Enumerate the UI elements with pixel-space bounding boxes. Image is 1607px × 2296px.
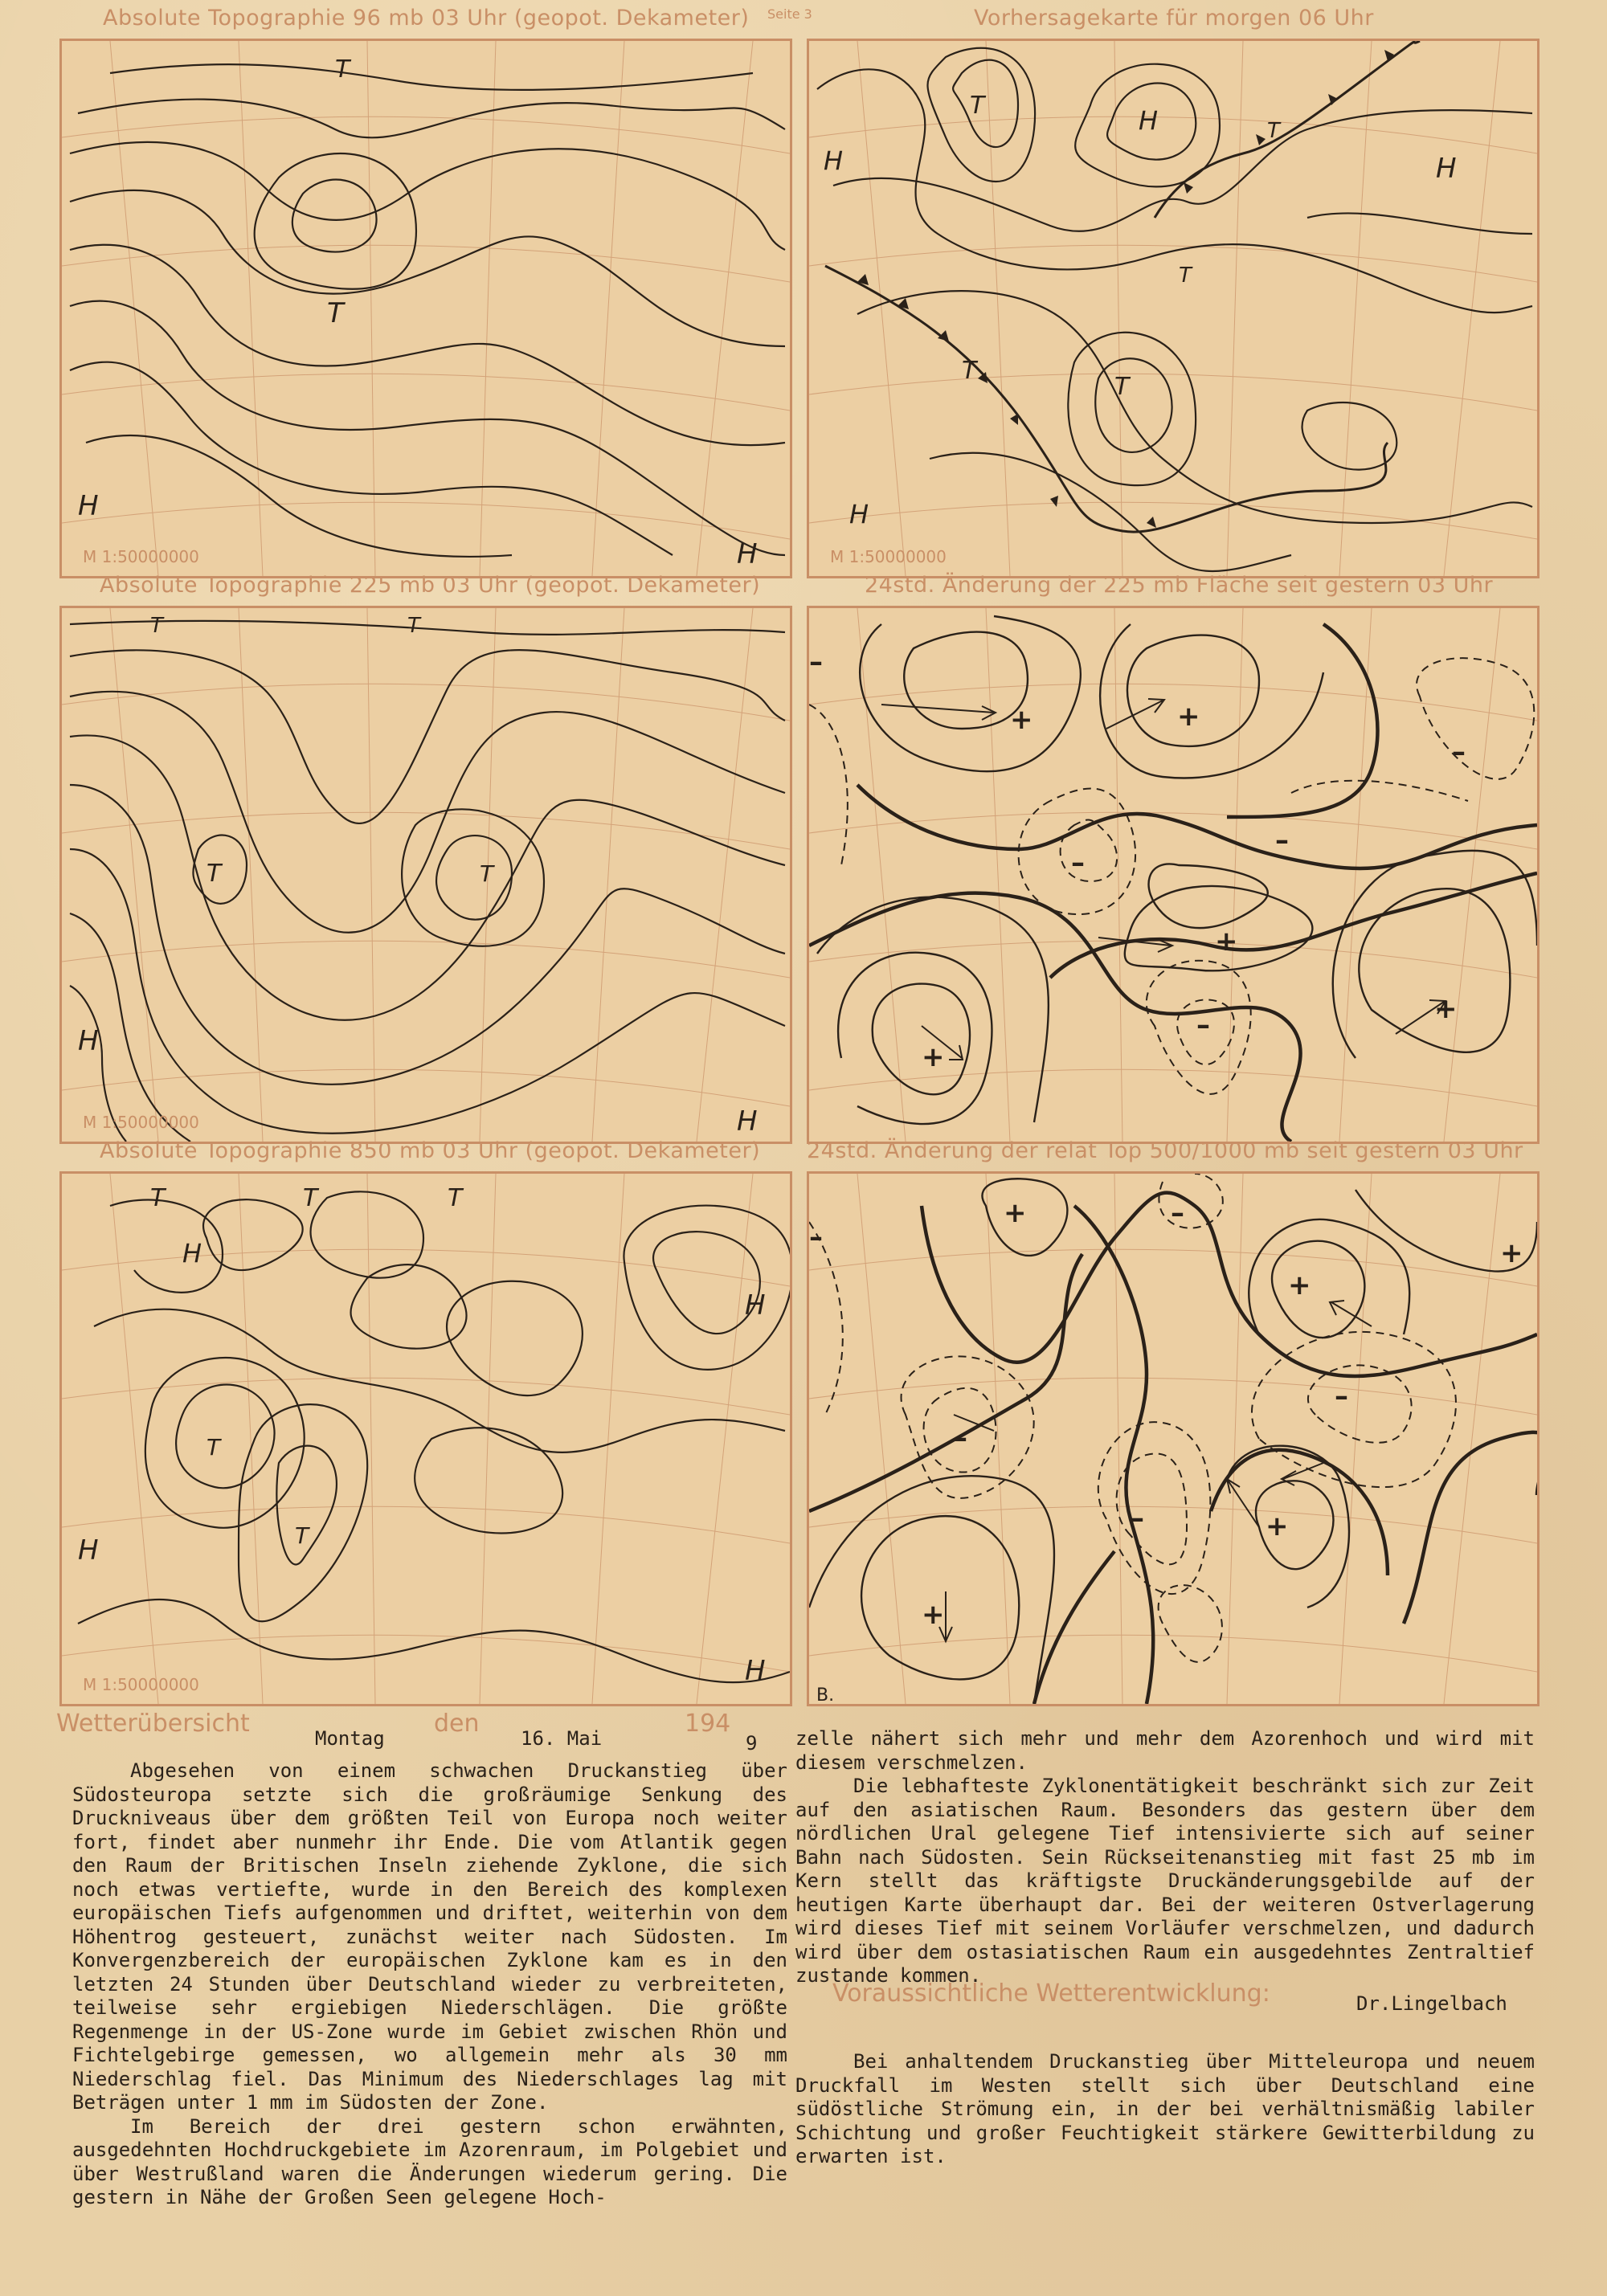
svg-text:T: T bbox=[206, 860, 222, 888]
svg-text:T: T bbox=[150, 614, 163, 638]
map-title-225mb-change: 24std. Änderung der 225 mb Fläche seit gestern 03 Uhr bbox=[865, 573, 1494, 598]
isobars bbox=[809, 41, 1537, 576]
left-column bbox=[72, 1759, 787, 2210]
corner-letter: B. bbox=[816, 1685, 835, 1706]
map-title-225mb: Absolute Topographie 225 mb 03 Uhr (geopot. Dekameter) bbox=[100, 573, 761, 598]
paragraph: Abgesehen von einem schwachen Druckanstieg über Südosteuropa setzte sich die großräumige Senkung des Druckniveaus über dem größten Teil von Europa noch weiter fort, findet aber nunmehr ihr Ende. Die vom Atlantik gegen den Raum der Britischen Inseln ziehende Zyklone, die sich noch etwas vertiefte, wurde in den Bereich des komplexen europäischen Tiefs aufgenommen und driftet, weiterhin von dem Höhentrog gesteuert, zunächst weiter nach Südosten. Im Konvergenzbereich der europäischen Zyklone kam es in den letzten 24 Stunden über Deutschland wieder zu verbreiteten, teilweise sehr ergiebigen Niederschlägen. Die größte Regenmenge in der US-Zone wurde im Gebiet zwischen Rhön und Fichtelgebirge gemessen, wo allgemein mehr als 30 mm Niederschlag fiel. Das Minimum des Niederschlages lag mit Beträgen unter 1 mm im Südosten der Zone. bbox=[72, 1759, 787, 2114]
report-date: 16. Mai bbox=[521, 1727, 603, 1750]
svg-text:T: T bbox=[150, 1184, 166, 1212]
svg-text:–: – bbox=[1196, 1009, 1210, 1041]
weekday: Montag bbox=[315, 1727, 385, 1750]
change-isolines bbox=[809, 1174, 1537, 1704]
section-label: Wetterübersicht bbox=[56, 1710, 250, 1738]
change-isolines bbox=[809, 608, 1537, 1142]
svg-text:+: + bbox=[1434, 993, 1458, 1025]
svg-text:–: – bbox=[1452, 736, 1466, 768]
svg-text:H: H bbox=[737, 538, 758, 570]
map-title-relative-topography-change: 24std. Änderung der relat Top 500/1000 mb seit gestern 03 Uhr bbox=[807, 1138, 1523, 1163]
svg-text:H: H bbox=[1436, 153, 1457, 185]
year-suffix: 9 bbox=[746, 1732, 758, 1755]
map-scale: M 1:50000000 bbox=[830, 547, 947, 566]
svg-text:T: T bbox=[295, 1522, 309, 1549]
svg-text:–: – bbox=[1071, 847, 1085, 879]
map-225mb-change bbox=[807, 606, 1540, 1144]
map-850mb-topography bbox=[59, 1171, 792, 1706]
svg-text:–: – bbox=[809, 1221, 823, 1253]
svg-text:T: T bbox=[206, 1434, 221, 1461]
svg-text:H: H bbox=[737, 1105, 758, 1138]
svg-text:+: + bbox=[1177, 701, 1200, 733]
svg-text:T: T bbox=[303, 1184, 318, 1212]
den-label: den bbox=[434, 1710, 480, 1738]
map-scale: M 1:50000000 bbox=[83, 547, 199, 566]
svg-text:H: H bbox=[78, 1025, 99, 1057]
svg-text:H: H bbox=[745, 1289, 766, 1322]
outlook-heading: Voraussichtliche Wetterentwicklung: bbox=[832, 1979, 1270, 2008]
svg-text:–: – bbox=[1275, 824, 1289, 856]
svg-text:H: H bbox=[182, 1238, 202, 1269]
contour-lines bbox=[62, 608, 790, 1142]
map-title-forecast: Vorhersagekarte für morgen 06 Uhr bbox=[974, 6, 1374, 31]
svg-text:–: – bbox=[1131, 1502, 1144, 1534]
page-number: Seite 3 bbox=[767, 6, 812, 22]
svg-text:+: + bbox=[922, 1041, 945, 1073]
year-prefix: 194 bbox=[685, 1710, 731, 1738]
svg-text:H: H bbox=[1139, 105, 1159, 136]
svg-text:H: H bbox=[849, 499, 869, 529]
map-title-96mb: Absolute Topographie 96 mb 03 Uhr (geopot. Dekameter) bbox=[103, 6, 750, 31]
svg-text:+: + bbox=[1266, 1510, 1289, 1542]
map-forecast-tomorrow bbox=[807, 39, 1540, 578]
svg-text:T: T bbox=[970, 92, 985, 120]
paragraph: Im Bereich der drei gestern schon erwähnten, ausgedehnten Hochdruckgebiete im Azorenraum, im Polgebiet und über Westrußland waren die Änderungen wiederum gering. Die gestern in Nähe der Großen Seen gelegene Hoch- bbox=[72, 2114, 787, 2208]
svg-text:+: + bbox=[1215, 925, 1238, 958]
author-signature: Dr.Lingelbach bbox=[1356, 1992, 1507, 2015]
svg-text:+: + bbox=[922, 1599, 945, 1631]
outlook-column bbox=[795, 2050, 1535, 2169]
paragraph: zelle nähert sich mehr und mehr dem Azorenhoch und wird mit diesem verschmelzen. bbox=[795, 1727, 1535, 1774]
map-scale: M 1:50000000 bbox=[83, 1675, 199, 1694]
svg-text:T: T bbox=[1179, 264, 1192, 288]
map-scale: M 1:50000000 bbox=[83, 1113, 199, 1132]
svg-text:H: H bbox=[745, 1655, 766, 1687]
svg-text:–: – bbox=[1171, 1197, 1184, 1229]
paragraph: Die lebhafteste Zyklonentätigkeit beschränkt sich zur Zeit auf den asiatischen Raum. Besonders das gestern über dem nördlichen Ural gelegene Tief intensivierte sich auf seiner Bahn nach Südosten. Sein Rückseitenanstieg mit fast 25 mb im Kern stellt das kräftigste Druckänderungsgebilde auf der heutigen Karte überhaupt dar. Bei der weiteren Ostverlagerung wird dieses Tief mit seinem Vorläufer verschmelzen, und dadurch wird über dem ostasiatischen Raum ein ausgedehntes Zentraltief zustande kommen. bbox=[795, 1775, 1535, 1987]
svg-text:T: T bbox=[335, 55, 350, 84]
right-column bbox=[795, 1727, 1535, 1988]
svg-text:T: T bbox=[1267, 119, 1280, 143]
svg-text:T: T bbox=[1114, 373, 1130, 401]
svg-text:–: – bbox=[809, 646, 823, 678]
map-96mb-topography bbox=[59, 39, 792, 578]
svg-text:+: + bbox=[1288, 1269, 1311, 1301]
svg-text:–: – bbox=[1335, 1380, 1348, 1412]
svg-text:+: + bbox=[1004, 1197, 1027, 1229]
map-title-850mb: Absolute Topographie 850 mb 03 Uhr (geopot. Dekameter) bbox=[100, 1138, 761, 1163]
svg-text:+: + bbox=[1500, 1237, 1523, 1269]
map-relative-topography-change bbox=[807, 1171, 1540, 1706]
map-225mb-topography bbox=[59, 606, 792, 1144]
paragraph: Bei anhaltendem Druckanstieg über Mitteleuropa und neuem Druckfall im Westen stellt sich über Deutschland eine südöstliche Strömung ein, in der bei verhältnismäßig labiler Schichtung und großer Feuchtigkeit stärkere Gewitterbildung zu erwarten ist. bbox=[795, 2050, 1535, 2167]
svg-text:T: T bbox=[407, 614, 420, 638]
contour-lines bbox=[62, 41, 790, 576]
svg-text:T: T bbox=[962, 357, 977, 385]
svg-text:H: H bbox=[78, 490, 99, 522]
contour-lines bbox=[62, 1174, 790, 1704]
svg-text:T: T bbox=[480, 860, 494, 887]
svg-text:–: – bbox=[954, 1422, 967, 1454]
svg-text:H: H bbox=[78, 1534, 99, 1567]
svg-text:H: H bbox=[824, 145, 844, 176]
svg-text:T: T bbox=[448, 1184, 463, 1212]
svg-text:T: T bbox=[327, 297, 344, 329]
svg-text:+: + bbox=[1010, 704, 1033, 736]
